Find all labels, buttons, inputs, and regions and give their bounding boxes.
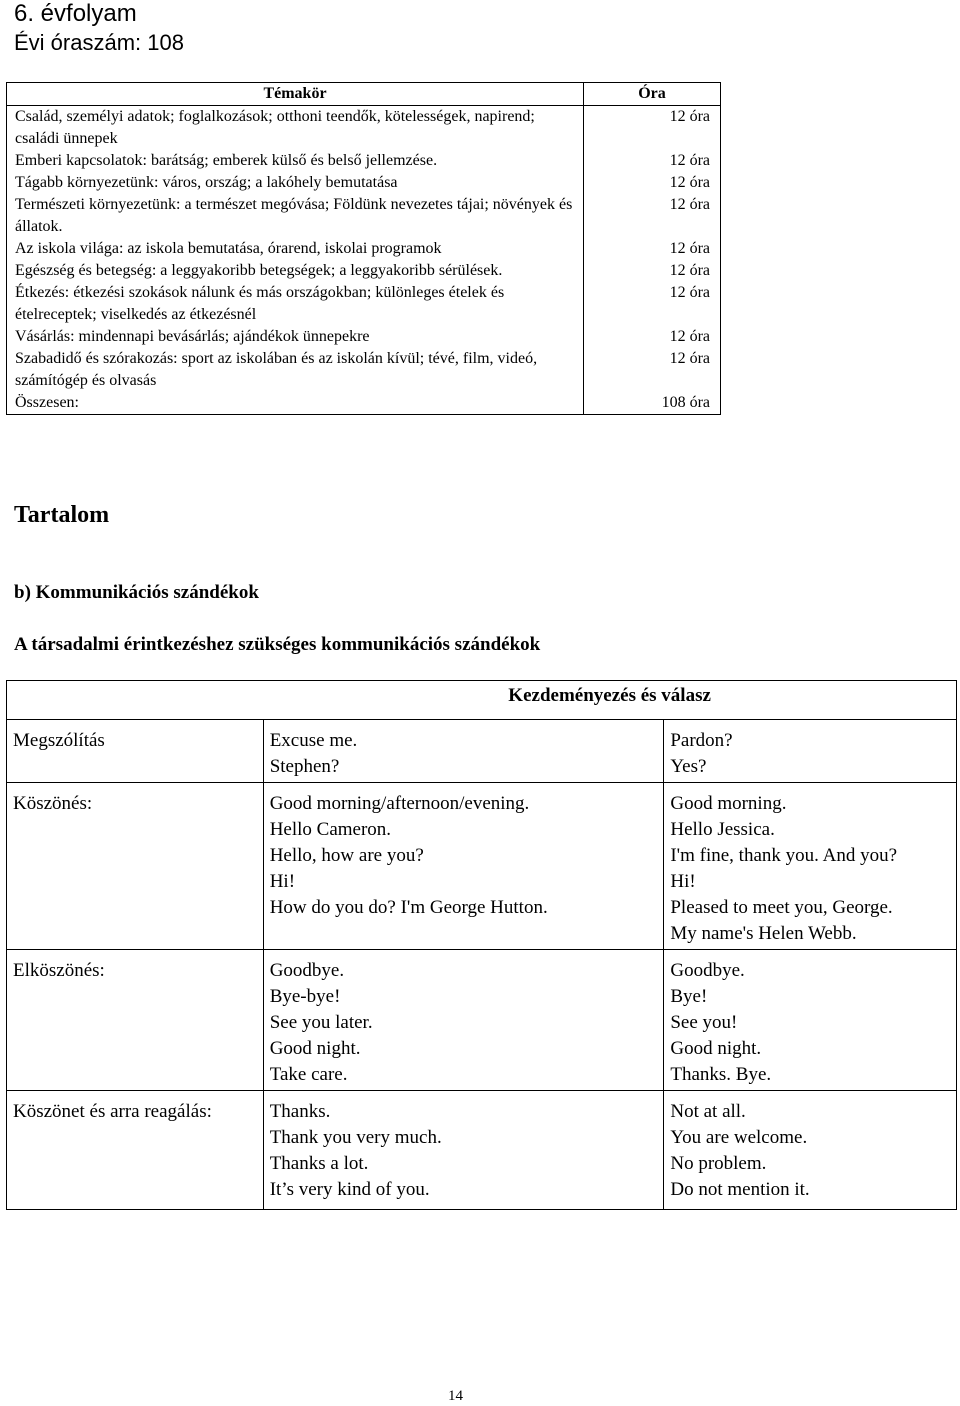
topic-column-header: Témakör: [7, 83, 584, 106]
table-row: [7, 194, 721, 238]
annual-hours: Évi óraszám: 108: [14, 30, 184, 55]
initiation-cell: Good morning/afternoon/evening. Hello Cameron. Hello, how are you? Hi! How do you do? I'm George Hutton.: [263, 783, 664, 950]
hours-cell: 12 óra: [584, 348, 721, 392]
table-row: [7, 282, 721, 326]
grade-heading: 6. évfolyam: [14, 0, 137, 27]
topic-cell: Természeti környezetünk: a természet megóvása; Földünk nevezetes tájai; növények és állatok.: [7, 194, 584, 238]
response-cell: Goodbye. Bye! See you! Good night. Thanks. Bye.: [664, 950, 957, 1091]
topic-cell: Emberi kapcsolatok: barátság; emberek külső és belső jellemzése.: [7, 150, 584, 172]
initiation-cell: Thanks. Thank you very much. Thanks a lot. It’s very kind of you.: [263, 1091, 664, 1210]
hours-cell: 12 óra: [584, 194, 721, 238]
row-label: Megszólítás: [7, 720, 264, 783]
table-row: [7, 150, 721, 172]
response-cell: Pardon? Yes?: [664, 720, 957, 783]
hours-cell: 12 óra: [584, 150, 721, 172]
topic-cell: Az iskola világa: az iskola bemutatása, órarend, iskolai programok: [7, 238, 584, 260]
hours-cell: 12 óra: [584, 172, 721, 194]
hours-cell: 12 óra: [584, 260, 721, 282]
topic-cell: Étkezés: étkezési szokások nálunk és más országokban; különleges ételek és ételreceptek; viselkedés az étkezésnél: [7, 282, 584, 326]
table-header-row: [7, 681, 957, 720]
hours-cell: 12 óra: [584, 282, 721, 326]
hours-cell: 12 óra: [584, 106, 721, 151]
total-hours: 108 óra: [584, 392, 721, 415]
topic-cell: Család, személyi adatok; foglalkozások; otthoni teendők, kötelességek, napirend; családi ünnepek: [7, 106, 584, 151]
initiation-cell: Goodbye. Bye-bye! See you later. Good night. Take care.: [263, 950, 664, 1091]
topic-cell: Vásárlás: mindennapi bevásárlás; ajándékok ünnepekre: [7, 326, 584, 348]
table-row: [7, 783, 957, 950]
communication-table: [6, 680, 957, 1210]
table-row: [7, 348, 721, 392]
table-row: [7, 950, 957, 1091]
response-cell: Not at all. You are welcome. No problem. Do not mention it.: [664, 1091, 957, 1210]
table-row: [7, 106, 721, 151]
section-subtitle: b) Kommunikációs szándékok: [14, 582, 259, 603]
total-row: [7, 392, 721, 415]
section-subsubtitle: A társadalmi érintkezéshez szükséges kommunikációs szándékok: [14, 634, 541, 655]
table-row: [7, 720, 957, 783]
table-row: [7, 326, 721, 348]
hours-cell: 12 óra: [584, 326, 721, 348]
table-row: [7, 260, 721, 282]
row-label: Köszönés:: [7, 783, 264, 950]
hours-cell: 12 óra: [584, 238, 721, 260]
topic-cell: Egészség és betegség: a leggyakoribb betegségek; a leggyakoribb sérülések.: [7, 260, 584, 282]
initiation-cell: Excuse me. Stephen?: [263, 720, 664, 783]
initiation-response-header: Kezdeményezés és válasz: [263, 681, 956, 720]
page-number: 14: [448, 1388, 463, 1404]
topics-table: [6, 82, 721, 415]
total-label: Összesen:: [7, 392, 584, 415]
table-row: [7, 172, 721, 194]
row-label: Köszönet és arra reagálás:: [7, 1091, 264, 1210]
hours-column-header: Óra: [584, 83, 721, 106]
section-title: Tartalom: [14, 502, 110, 528]
topic-cell: Szabadidő és szórakozás: sport az iskolában és az iskolán kívül; tévé, film, videó, számítógép és olvasás: [7, 348, 584, 392]
row-label: Elköszönés:: [7, 950, 264, 1091]
table-row: [7, 238, 721, 260]
response-cell: Good morning. Hello Jessica. I'm fine, thank you. And you? Hi! Pleased to meet you, George. My name's Helen Webb.: [664, 783, 957, 950]
topic-cell: Tágabb környezetünk: város, ország; a lakóhely bemutatása: [7, 172, 584, 194]
table-row: [7, 1091, 957, 1210]
